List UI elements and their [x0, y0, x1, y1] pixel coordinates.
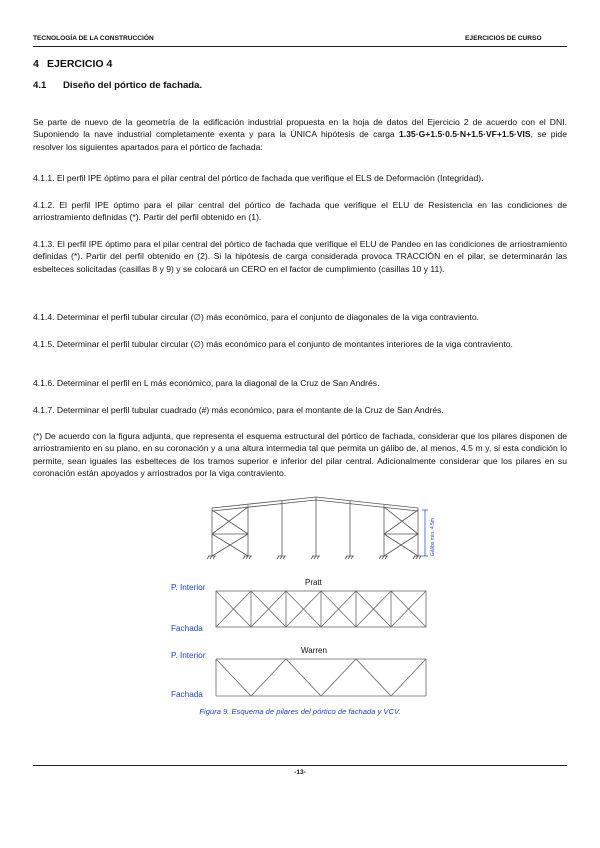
warren-interior-label: P. Interior	[171, 651, 206, 660]
pratt-truss	[216, 591, 426, 627]
pratt-fachada-label: Fachada	[171, 624, 203, 633]
section-heading	[33, 58, 112, 70]
warren-title: Warren	[301, 646, 327, 655]
item-4-1-3: 4.1.3. El perfil IPE óptimo para el pilar central del pórtico de fachada que verifique el ELU de Pandeo en las condiciones de arriostramiento definidas (*). Partir del perfil obtenido en (2). Si la hipótesis de carga considerada provoca TRACCIÓN en el pilar, se determinarán las esbelteces solicitadas (casillas 8 y 9) y se colocará un CERO en el factor de cumplimiento (casillas 10 y 11).	[33, 239, 567, 274]
structural-figure	[150, 494, 450, 724]
item-4-1-4: 4.1.4. Determinar el perfil tubular circular (∅) más económico, para el conjunto de diagonales de la viga contraviento.	[33, 312, 479, 322]
intro-part1: Se parte de nuevo de la geometría de la edificación industrial propuesta en la hoja de datos del Ejercicio 2 de acuerdo con el DNI. Suponiendo la nave industrial completamente exenta y para la ÚNICA hipótesis de carga	[33, 117, 567, 140]
facade-frame	[212, 497, 418, 556]
section-title: EJERCICIO 4	[47, 58, 113, 70]
subsection-number: 4.1	[33, 80, 47, 91]
clearance-dimension	[422, 510, 428, 556]
item-4-1-6: 4.1.6. Determinar el perfil en L más económico, para la diagonal de la Cruz de San Andrés.	[33, 378, 380, 388]
note-paragraph: (*) De acuerdo con la figura adjunta, que representa el esquema estructural del pórtico de fachada, considerar que los pilares disponen de arriostramiento en su plano, en su coronación y a una altura intermedia tal que permita un gálibo de, al menos, 4.5 m y, si esta condición lo permite, sean iguales las esbelteces de los tramos superior e inferior del pilar central. Adicionalmente considerar que los pilares en su coronación están apoyados y arriostrados por la viga contraviento.	[33, 431, 567, 479]
page-footer	[33, 765, 567, 780]
warren-truss	[216, 659, 426, 696]
section-number: 4	[33, 58, 39, 70]
page-number: -13-	[294, 769, 306, 776]
running-header	[33, 34, 567, 47]
item-4-1-5: 4.1.5. Determinar el perfil tubular circular (∅) más económico para el conjunto de montantes interiores de la viga contraviento.	[33, 339, 513, 349]
pratt-interior-label: P. Interior	[171, 583, 206, 592]
header-left: TECNOLOGÍA DE LA CONSTRUCCIÓN	[33, 35, 154, 42]
header-right: EJERCICIOS DE CURSO	[465, 35, 542, 42]
item-4-1-2: 4.1.2. El perfil IPE óptimo para el pilar central del pórtico de fachada que verifique el ELU de Resistencia en las condiciones de arriostramiento definidas (*). Partir del perfil obtenido en (1).	[33, 200, 567, 223]
item-4-1-7: 4.1.7. Determinar el perfil tubular cuadrado (#) más económico, para el montante de la Cruz de San Andrés.	[33, 405, 444, 415]
intro-part2: , se pide resolver los siguientes apartados para el pórtico de fachada:	[33, 129, 567, 152]
subsection-heading	[33, 80, 202, 91]
support-symbols	[207, 556, 422, 559]
warren-fachada-label: Fachada	[171, 690, 203, 699]
load-combination: 1.35·G+1.5·0.5·N+1.5·VF+1.5·VIS	[398, 129, 531, 140]
intro-paragraph	[33, 116, 567, 153]
pratt-title: Pratt	[305, 578, 322, 587]
figure-caption: Figura 9. Esquema de pilares del pórtico de fachada y VCV.	[199, 707, 401, 716]
subsection-title: Diseño del pórtico de fachada.	[63, 80, 203, 91]
item-4-1-1: 4.1.1. El perfil IPE óptimo para el pilar central del pórtico de fachada que verifique el ELS de Deformación (Integridad).	[33, 173, 484, 183]
clearance-label: Gálibo mín. 4.5m	[430, 517, 436, 556]
